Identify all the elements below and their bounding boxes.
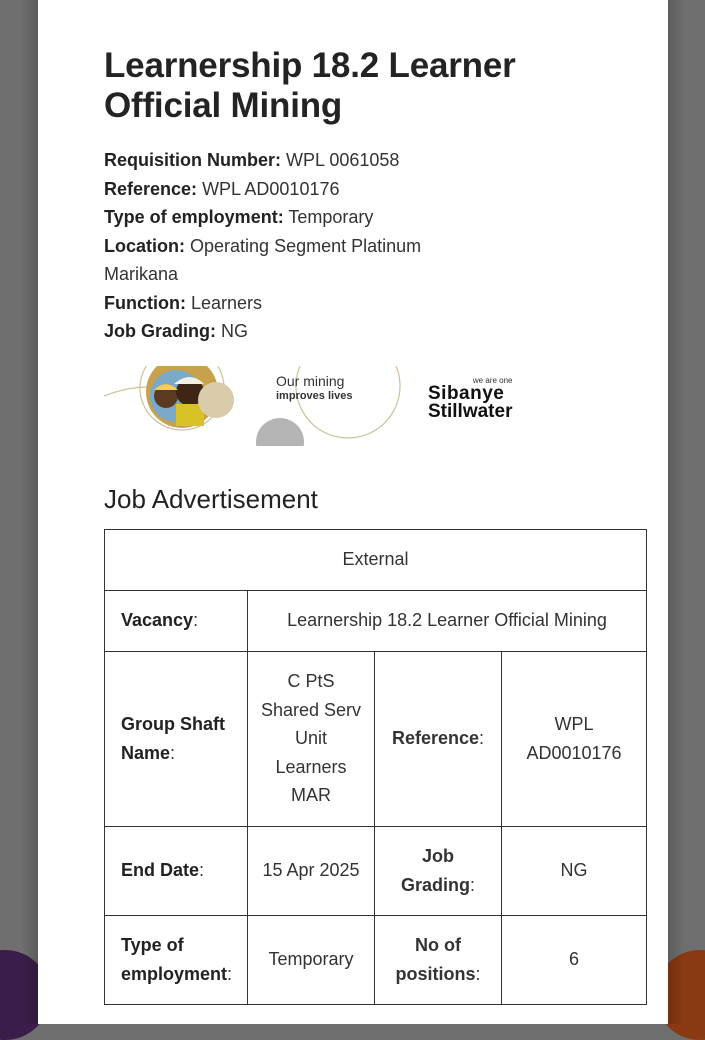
meta-label: Function: — [104, 292, 186, 313]
reference-value: WPL AD0010176 — [502, 651, 647, 826]
meta-value: WPL AD0010176 — [202, 178, 340, 199]
meta-label: Reference: — [104, 178, 198, 199]
table-row — [105, 915, 647, 1004]
meta-label: Location: — [104, 235, 185, 256]
vacancy-label: Vacancy — [121, 610, 194, 631]
table-row — [105, 590, 647, 651]
positions-label: No of positions — [395, 935, 476, 984]
group-label: Group Shaft Name — [121, 714, 225, 763]
type-value: Temporary — [248, 915, 375, 1004]
meta-reference — [104, 175, 484, 204]
meta-value: Operating Segment Platinum Marikana — [104, 235, 422, 284]
page-title: Learnership 18.2 Learner Official Mining — [104, 46, 516, 125]
meta-employment-type — [104, 203, 484, 232]
logo-line-1: Sibanye — [428, 382, 505, 404]
logo-tagline: we are one — [472, 375, 513, 385]
table-row — [105, 826, 647, 915]
logo-line-2: Stillwater — [428, 400, 513, 422]
meta-job-grading — [104, 317, 484, 346]
slogan-line-2: improves lives — [276, 389, 353, 402]
meta-label: Type of employment: — [104, 207, 284, 227]
meta-value: WPL 0061058 — [286, 150, 400, 170]
positions-label-cell: No of positions: — [375, 915, 502, 1004]
group-label-cell: Group Shaft Name: — [105, 651, 248, 826]
meta-value: NG — [221, 321, 249, 341]
type-label: Type of employment — [121, 935, 228, 984]
meta-label: Job Grading: — [104, 321, 216, 341]
meta-location — [104, 232, 484, 289]
page-shadow-left — [22, 0, 38, 1024]
reference-label-cell: Reference: — [375, 651, 502, 826]
grading-label-cell: Job Grading: — [375, 826, 502, 915]
meta-function — [104, 289, 484, 318]
job-meta — [104, 146, 484, 346]
end-date-label-cell: End Date: — [105, 826, 248, 915]
table-header-cell: External — [105, 529, 647, 590]
company-banner — [104, 366, 544, 446]
vacancy-label-cell: Vacancy: — [105, 590, 248, 651]
section-heading: Job Advertisement — [104, 483, 318, 514]
vacancy-value: Learnership 18.2 Learner Official Mining — [248, 590, 647, 651]
end-date-value: 15 Apr 2025 — [248, 826, 375, 915]
slogan — [276, 374, 352, 404]
type-label-cell: Type of employment: — [105, 915, 248, 1004]
sibanye-stillwater-logo — [428, 376, 512, 421]
meta-value: Learners — [191, 292, 263, 313]
slogan-line-1: Our mining — [276, 372, 345, 389]
group-value: C PtS Shared Serv Unit Learners MAR — [248, 651, 375, 826]
reference-label: Reference — [391, 728, 480, 749]
meta-value: Temporary — [288, 207, 374, 227]
grading-value: NG — [502, 826, 647, 915]
end-date-label: End Date — [121, 860, 200, 881]
table-row — [105, 651, 647, 826]
meta-label: Requisition Number: — [104, 150, 282, 170]
job-page — [38, 0, 668, 1024]
page-shadow-right — [668, 0, 684, 1024]
positions-value: 6 — [502, 915, 647, 1004]
meta-requisition — [104, 146, 484, 175]
table-row — [105, 529, 647, 590]
grading-label: Job Grading — [400, 846, 470, 895]
job-ad-table — [104, 529, 647, 1005]
